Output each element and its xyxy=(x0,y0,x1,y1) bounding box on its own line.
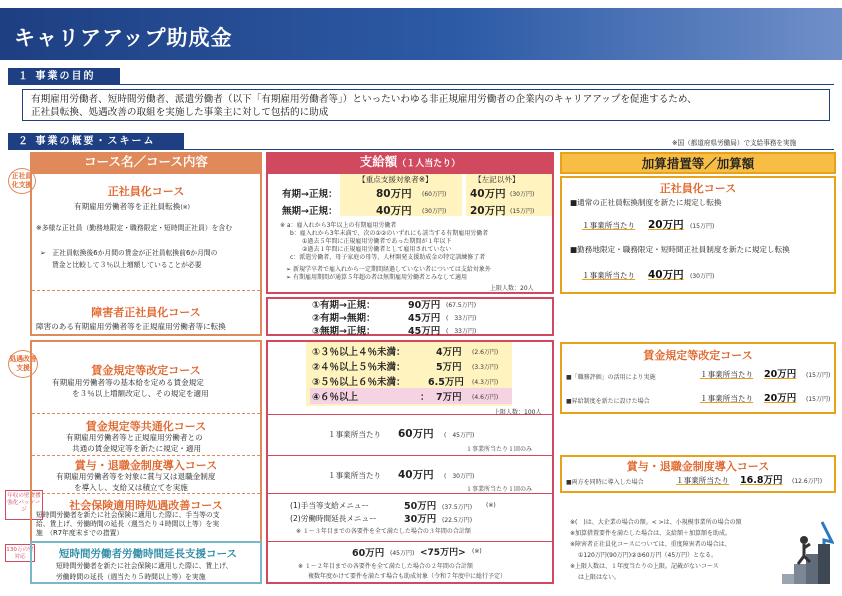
amount-mark: (※) xyxy=(472,548,482,555)
stair-step xyxy=(782,574,794,584)
amount-value: 30万円 xyxy=(404,514,437,525)
once-note: １事業所当たり１回のみ xyxy=(466,446,533,453)
bonus-label: １事業所当たり xyxy=(700,394,754,403)
amount-large-company: (30万円) xyxy=(510,191,535,198)
note-5year: ➢ 有期雇用期間が通算５年超の者は無期雇用労働者とみなして適用 xyxy=(286,274,467,281)
limit-20: 上限人数：20人 xyxy=(490,285,534,292)
amount-label: (2)労働時間延長メニュー xyxy=(290,514,377,523)
note-b2: ②過去１年間に正規雇用労働者として雇用されていない xyxy=(302,246,452,253)
bonus-large-company: (15万円) xyxy=(690,223,715,230)
amount-value: 40万円 xyxy=(376,205,412,217)
amount-value: 60万円 xyxy=(352,548,385,559)
multi-year-note: 複数年度かけて要件を満たす場合も助成対象（令和７年度中に総行予定） xyxy=(308,573,507,580)
course-title-shoyo: 賞与・退職金制度導入コース xyxy=(74,459,218,472)
amount-large-company: (15万円) xyxy=(510,208,535,215)
course-desc-text: 有期雇用労働者等を正社員転換 xyxy=(74,202,181,211)
purpose-line-1: 有期雇用労働者、短時間労働者、派遣労働者（以下「有期雇用労働者等」）といったいわゆる非正規雇用労働者の企業内のキャリアアップを促進するため、 xyxy=(31,94,697,105)
column-header-amount xyxy=(266,152,554,172)
divider xyxy=(268,493,552,494)
bonus-large-company: (12.6万円) xyxy=(792,478,823,485)
divider xyxy=(32,455,260,456)
column-header-course: コース名／コース内容 xyxy=(30,152,262,172)
amount-label: (1)手当等支給メニュー xyxy=(290,501,370,510)
section-heading-purpose: １ 事業の目的 xyxy=(8,68,120,85)
note-text: 有期雇用期間が通算５年超の者は無期雇用労働者とみなして適用 xyxy=(292,274,467,281)
amount-large-company: (22.5万円) xyxy=(442,517,473,524)
course-title-seishain: 正社員化コース xyxy=(107,185,185,198)
arrow-up-icon xyxy=(822,522,832,544)
course-bullet-1: ➢ 正社員転換後6か月間の賃金が正社員転換前6か月間の xyxy=(40,249,218,257)
amount-value: 5万円 xyxy=(436,362,462,373)
bonus-large-company: (15万円) xyxy=(806,372,831,379)
amount-label: １事業所当たり xyxy=(328,471,382,480)
amount-col-priority: 【重点支援対象者※】 xyxy=(358,175,433,184)
bonus-text: ■通常の正社員転換制度を新たに規定し転換 xyxy=(570,198,722,207)
footnote: は上限はない。 xyxy=(578,574,621,581)
amount-large-company: ( 30万円) xyxy=(444,473,475,480)
stair-step xyxy=(818,544,830,584)
amount-label: ①３％以上４％未満： xyxy=(312,347,406,358)
bonus-text: ■「職務評価」の活用により実施 xyxy=(566,374,656,381)
bonus-label: １事業所当たり xyxy=(676,476,730,485)
bonus-text: ■勤務地限定・職務限定・短時間正社員制度を新たに規定し転換 xyxy=(570,245,790,254)
course-title-chingin-kaitei: 賃金規定等改定コース xyxy=(91,364,201,377)
amount-label: ②４％以上５％未満： xyxy=(312,362,406,373)
divider xyxy=(32,413,260,414)
course-desc-shakaihoken-3: 施 （R7年度末までの措置） xyxy=(36,529,124,537)
column-header-bonus: 加算措置等／加算額 xyxy=(560,152,836,174)
footnote: ※加算措置要件を満たした場合は、支給額＋加算額を助成。 xyxy=(570,530,732,537)
bonus-label: １事業所当たり xyxy=(700,370,754,379)
amount-label: ④６％以上 xyxy=(312,392,359,403)
course-title-jikan-encho: 短時間労働者労働時間延長支援コース xyxy=(59,548,237,560)
amount-large-company: ( 33万円) xyxy=(446,315,477,322)
purpose-text-box xyxy=(22,89,830,121)
bonus-value: 40万円 xyxy=(648,269,684,281)
bonus-value: 16.8万円 xyxy=(740,475,783,486)
amount-large-company: (4.3万円) xyxy=(472,379,499,386)
amount-value: 45万円 xyxy=(408,326,441,337)
limit-100: 上限人数：100人 xyxy=(494,409,542,416)
amount-value: 80万円 xyxy=(376,188,412,200)
divider xyxy=(32,493,260,494)
amount-large-company: ( 33万円) xyxy=(446,328,477,335)
course-desc-shakaihoken-1: 短時間労働者を新たに社会保険に適用した際に、手当等の支 xyxy=(36,511,220,519)
note-newgrad: ➢ 新規学卒者で雇入れから一定期間経過していない者については支給対象外 xyxy=(286,266,491,273)
person-icon xyxy=(800,536,808,544)
amount-sep: ： xyxy=(420,392,430,403)
amount-label-muki-seiki: 無期→正規： xyxy=(282,206,338,217)
divider xyxy=(268,541,552,542)
course-desc-chingin-kaitei-1: 有期雇用労働者等の基本給を定める賃金規定 xyxy=(52,378,204,387)
course-desc-shogaisha: 障害のある有期雇用労働者等を正規雇用労働者等に転換 xyxy=(36,322,226,331)
amount-value: 45万円 xyxy=(408,313,441,324)
amount-value: 40万円 xyxy=(470,188,506,200)
footnote: ※上限人数は、１年度当たりの上限。記載がないコース xyxy=(570,563,719,570)
amount-value: 20万円 xyxy=(470,205,506,217)
amount-sub: （１人当たり） xyxy=(397,159,461,169)
amount-large-company: (37.5万円) xyxy=(442,504,473,511)
section-heading-scheme: ２ 事業の概要・スキーム xyxy=(8,133,184,150)
tag-130man: 130万の壁対応 xyxy=(5,544,35,562)
course-title-shogaisha: 障害者正社員化コース xyxy=(91,306,201,319)
desc-mark: (※) xyxy=(180,204,191,211)
once-note: １事業所当たり１回のみ xyxy=(466,486,533,493)
note-c: c：派遣労働者、母子家庭の母等、人材開発支援助成金の特定訓練修了者 xyxy=(290,254,486,261)
amount-large-company: (67.5万円) xyxy=(446,302,477,309)
divider xyxy=(120,84,834,85)
bonus-title-chingin: 賃金規定等改定コース xyxy=(643,349,753,362)
amount-label: 支給額 xyxy=(359,154,398,169)
bonus-value: 20万円 xyxy=(648,219,684,231)
course-title-shakaihoken: 社会保険適用時処遇改善コース xyxy=(69,499,223,512)
divider xyxy=(32,290,260,291)
amount-value: 40万円 xyxy=(398,469,434,481)
bonus-large-company: (15万円) xyxy=(806,396,831,403)
amount-value: 7万円 xyxy=(436,392,462,403)
course-bullet-1b: 賃金と比較して３％以上増額していることが必要 xyxy=(52,261,202,269)
amount-label: ①有期→正規： xyxy=(312,300,376,311)
tag-shogu-support: 処遇改善支援 xyxy=(8,350,38,378)
course-note-tayou: ※多様な正社員（勤務地限定・職務限定・短時間正社員）を含む xyxy=(36,224,233,232)
amount-large-company: ( 45万円) xyxy=(444,432,475,439)
course-title-kyotsuka: 賃金規定等共通化コース xyxy=(85,420,207,433)
amount-large-company: (4.6万円) xyxy=(472,394,499,401)
bonus-title-seishain: 正社員化コース xyxy=(659,182,737,195)
footnote: ①120万円(90万円)②③60万円（45万円）となる。 xyxy=(578,552,718,559)
amount-value: 90万円 xyxy=(408,300,441,311)
course-desc-seishain xyxy=(74,201,190,213)
bonus-value: 20万円 xyxy=(764,369,797,380)
sum-note: ※ １～３年目までの各要件を全て満たした場合の３年間の合計額 xyxy=(296,528,471,535)
amount-value: 6.5万円 xyxy=(428,377,464,388)
amount-large-company: (3.3万円) xyxy=(472,364,499,371)
amount-value: 60万円 xyxy=(398,428,434,440)
bonus-large-company: (30万円) xyxy=(690,273,715,280)
footnote: ※障害者正社員化コースについては、重度障害者の場合は、 xyxy=(570,541,731,548)
amount-label: ③無期→正規： xyxy=(312,326,376,337)
course-desc-shakaihoken-2: 給、賃上げ、労働時間の延長（週当たり４時間以上等）を実 xyxy=(36,520,220,528)
bonus-value: 20万円 xyxy=(764,393,797,404)
note-b: b：雇入れから3年未満で、次の①②のいずれにも該当する有期雇用労働者 xyxy=(290,230,489,237)
amount-small-company: <75万円> xyxy=(420,548,466,558)
bonus-label: １事業所当たり xyxy=(582,271,636,280)
page-title: キャリアアップ助成金 xyxy=(14,26,233,50)
amount-large-company: (30万円) xyxy=(422,208,447,215)
course-desc-shoyo-2: を導入し、支給又は積立てを実施 xyxy=(74,483,188,492)
course-desc-jikan-encho-2: 労働時間の延長（週当たり５時間以上等）を実施 xyxy=(56,573,206,581)
course-desc-kyotsuka-2: 共通の賃金規定等を新たに規定・適用 xyxy=(72,444,202,453)
bullet-text: 正社員転換後6か月間の賃金が正社員転換前6か月間の xyxy=(52,249,218,257)
amount-label: ③５％以上６％未満： xyxy=(312,377,406,388)
purpose-line-2: 正社員転換、処遇改善の取組を実施した事業主に対して包括的に助成 xyxy=(31,107,329,118)
tag-nenshu-package: 年収の壁支援強化パッケージ xyxy=(5,490,43,520)
bonus-text: ■昇給制度を新たに設けた場合 xyxy=(566,398,650,405)
amount-value: 50万円 xyxy=(404,501,437,512)
course-desc-shoyo-1: 有期雇用労働者等を対象に賞与又は退職金制度 xyxy=(56,472,216,481)
divider xyxy=(268,455,552,456)
course-desc-chingin-kaitei-2: を３％以上増額改定し、その規定を適用 xyxy=(72,389,209,398)
admin-note: ※国（都道府県労働局）で支給事務を実施 xyxy=(672,139,797,147)
amount-col-other: 【左記以外】 xyxy=(474,175,520,184)
amount-label: ②有期→無期： xyxy=(312,313,376,324)
tag-seishain-support: 正社員化支援 xyxy=(8,168,36,194)
divider xyxy=(268,414,552,415)
note-b1: ①過去５年間に正規雇用労働者であった期間が１年以下 xyxy=(302,238,452,245)
amount-label: １事業所当たり xyxy=(328,430,382,439)
amount-mark: (※) xyxy=(486,502,496,509)
footnote: ※( )は、大企業の場合の額。< >は、小規模事業所の場合の額 xyxy=(570,519,742,526)
amount-large-company: (45万円) xyxy=(390,550,415,557)
note-a: ※ a：雇入れから3年以上の有期雇用労働者 xyxy=(280,222,397,229)
stair-step xyxy=(794,564,806,584)
course-desc-kyotsuka-1: 有期雇用労働者等と正規雇用労働者との xyxy=(66,433,203,442)
note-text: 新規学卒者で雇入れから一定期間経過していない者については支給対象外 xyxy=(292,266,491,273)
amount-value: 4万円 xyxy=(436,347,462,358)
bonus-title-shoyo: 賞与・退職金制度導入コース xyxy=(626,460,770,473)
course-desc-jikan-encho-1: 短時間労働者を新たに社会保険に適用した際に、賃上げ、 xyxy=(56,562,233,570)
amount-label-yuki-seiki: 有期→正規： xyxy=(282,189,338,200)
amount-large-company: (60万円) xyxy=(422,191,447,198)
bonus-label: １事業所当たり xyxy=(582,221,636,230)
amount-large-company: (2.6万円) xyxy=(472,349,499,356)
bonus-text: ■両方を同時に導入した場合 xyxy=(566,479,644,486)
divider xyxy=(184,149,834,150)
sum-note: ※ １～２年目までの各要件を全て満たした場合の２年間の合計額 xyxy=(298,563,473,570)
career-stairs-illustration xyxy=(778,516,834,586)
